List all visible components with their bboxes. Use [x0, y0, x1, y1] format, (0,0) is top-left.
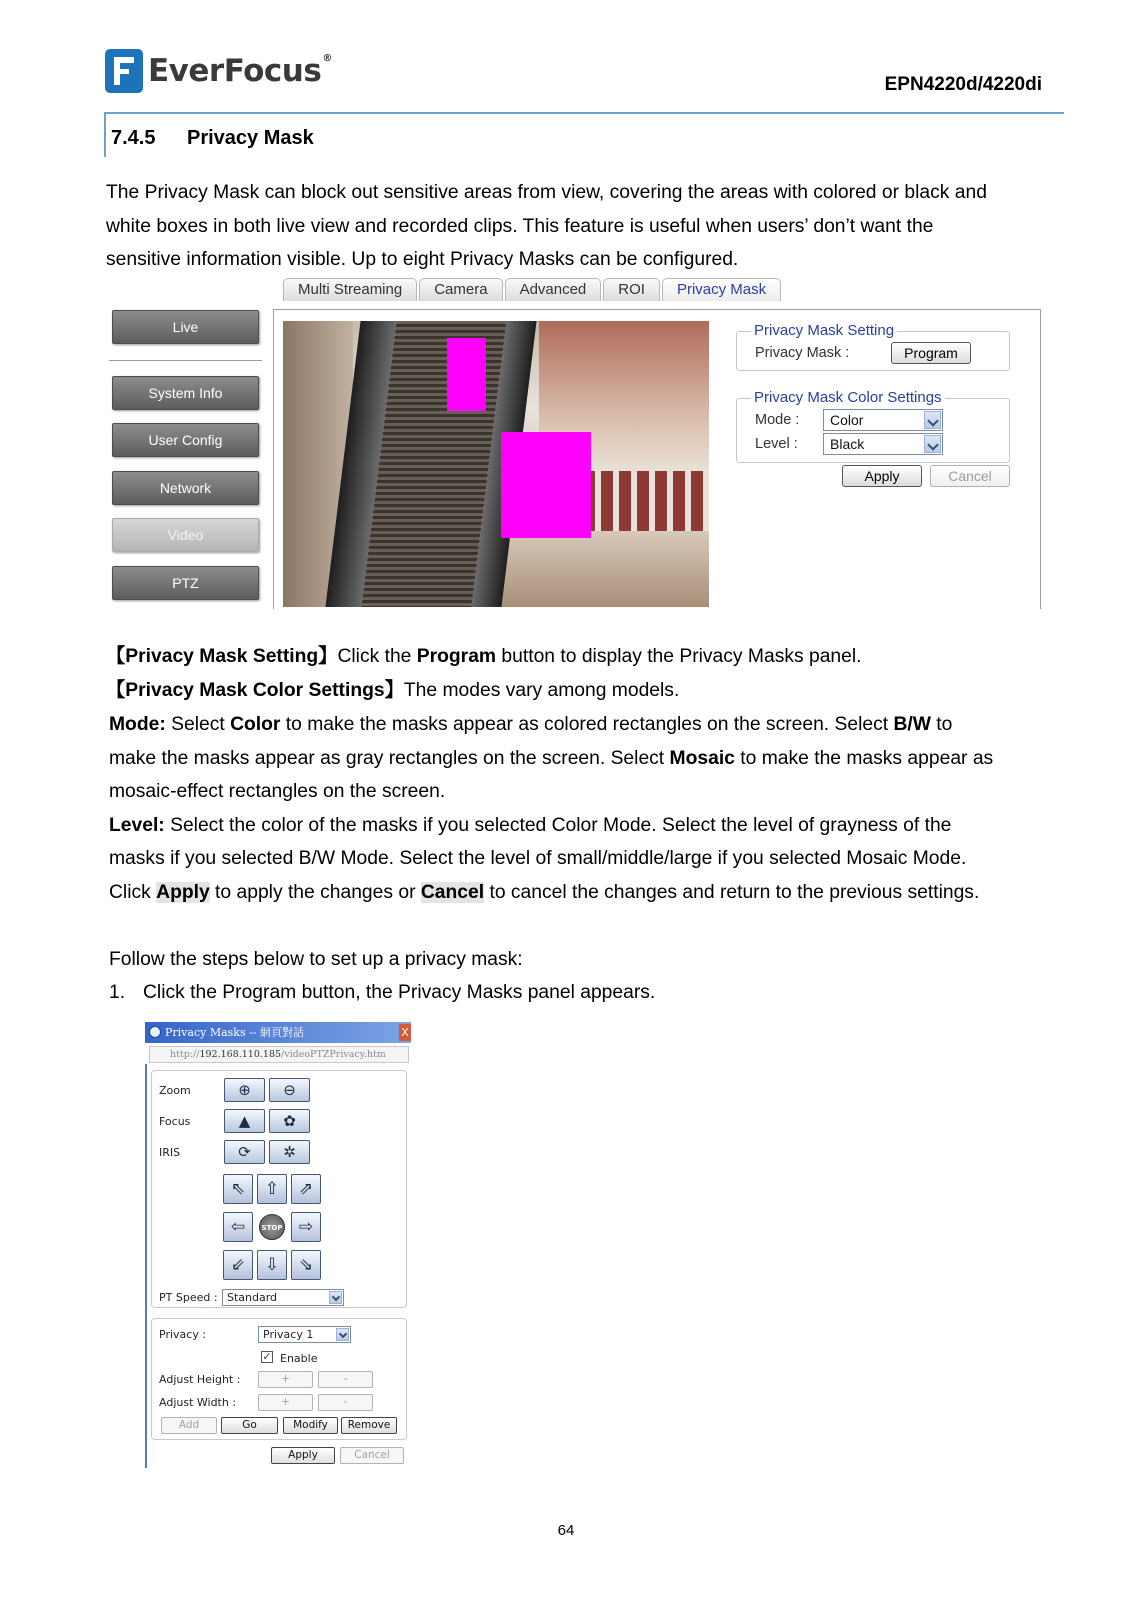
focus-far-icon[interactable]: ▲	[224, 1109, 265, 1133]
adjust-height-label: Adjust Height :	[159, 1373, 241, 1386]
sidebar-item-live[interactable]: Live	[112, 310, 259, 344]
close-icon[interactable]: X	[399, 1024, 411, 1041]
dialog-url: http://192.168.110.185/videoPTZPrivacy.htm	[149, 1046, 409, 1063]
privacy-mask-screenshot	[109, 278, 1041, 618]
iris-close-icon[interactable]: ✲	[269, 1140, 310, 1164]
stop-button[interactable]: STOP	[259, 1214, 285, 1240]
intro-line: white boxes in both live view and recorded clips. This feature is useful when users’ don’t want the	[106, 215, 934, 237]
privacy-mask-rect[interactable]	[447, 338, 486, 411]
sidebar-item-ptz[interactable]: PTZ	[112, 566, 259, 600]
pan-up-left-icon[interactable]: ⇖	[223, 1174, 253, 1204]
logo-text: EverFocus®	[148, 53, 332, 89]
apply-button[interactable]: Apply	[842, 465, 922, 487]
pan-down-left-icon[interactable]: ⇙	[223, 1250, 253, 1280]
sidebar-divider	[109, 360, 262, 361]
tab-multi-streaming[interactable]: Multi Streaming	[283, 278, 417, 301]
pan-left-icon[interactable]: ⇦	[223, 1212, 253, 1242]
width-plus-button[interactable]: +	[258, 1394, 313, 1411]
camera-preview[interactable]	[283, 321, 709, 607]
chevron-down-icon	[924, 411, 941, 429]
focus-near-icon[interactable]: ✿	[269, 1109, 310, 1133]
privacy-label: Privacy :	[159, 1328, 207, 1341]
section-heading	[111, 127, 314, 150]
chevron-down-icon	[924, 435, 941, 453]
desc-line: 【Privacy Mask Color Settings】The modes vary among models.	[106, 680, 680, 701]
desc-line: Mode: Select Color to make the masks appear as colored rectangles on the screen. Select B/W to	[109, 714, 953, 735]
section-bar	[104, 113, 106, 157]
pan-down-icon[interactable]: ⇩	[257, 1250, 287, 1280]
pan-up-icon[interactable]: ⇧	[257, 1174, 287, 1204]
height-plus-button[interactable]: +	[258, 1371, 313, 1388]
desc-line: 【Privacy Mask Setting】Click the Program button to display the Privacy Masks panel.	[106, 646, 862, 667]
desc-line: Click Apply to apply the changes or Cancel to cancel the changes and return to the previous settings.	[109, 882, 980, 903]
program-button[interactable]: Program	[891, 342, 971, 364]
everfocus-logo	[105, 48, 332, 94]
sidebar-item-system-info[interactable]: System Info	[112, 376, 259, 410]
adjust-width-label: Adjust Width :	[159, 1396, 237, 1409]
sidebar-item-network[interactable]: Network	[112, 471, 259, 505]
privacy-mask-setting-legend: Privacy Mask Setting	[751, 322, 897, 340]
dialog-cancel-button[interactable]: Cancel	[340, 1447, 404, 1464]
intro-paragraph	[106, 176, 1051, 277]
section-number: 7.4.5	[111, 127, 156, 149]
intro-line: The Privacy Mask can block out sensitive areas from view, covering the areas with colored or black and	[106, 182, 987, 203]
height-minus-button[interactable]: -	[318, 1371, 373, 1388]
dialog-title: Privacy Masks -- 網頁對話	[165, 1026, 305, 1039]
intro-line: sensitive information visible. Up to eight Privacy Masks can be configured.	[106, 249, 739, 270]
chevron-down-icon	[336, 1328, 349, 1341]
mode-select[interactable]: Color	[823, 409, 943, 431]
desc-line: make the masks appear as gray rectangles on the screen. Select Mosaic to make the masks appear as	[109, 748, 994, 769]
privacy-masks-dialog	[145, 1022, 411, 1468]
sidebar-item-video[interactable]: Video	[112, 518, 259, 552]
mode-label: Mode :	[755, 412, 800, 428]
desc-line: masks if you selected B/W Mode. Select the level of small/middle/large if you selected Mosaic Mode.	[109, 848, 967, 869]
pan-up-right-icon[interactable]: ⇗	[291, 1174, 321, 1204]
everfocus-logo-icon	[105, 49, 143, 93]
dialog-apply-button[interactable]: Apply	[271, 1447, 335, 1464]
enable-checkbox[interactable]: ✓	[262, 1350, 272, 1363]
focus-label: Focus	[159, 1115, 191, 1128]
cancel-button[interactable]: Cancel	[930, 465, 1010, 487]
header-divider	[104, 112, 1064, 114]
dialog-body	[145, 1064, 411, 1468]
sidebar-item-user-config[interactable]: User Config	[112, 423, 259, 457]
page-number: 64	[557, 1522, 575, 1539]
enable-label: Enable	[280, 1352, 318, 1365]
pan-down-right-icon[interactable]: ⇘	[291, 1250, 321, 1280]
add-button[interactable]: Add	[161, 1417, 217, 1434]
section-title: Privacy Mask	[187, 127, 314, 149]
remove-button[interactable]: Remove	[341, 1417, 397, 1434]
ie-icon	[149, 1026, 161, 1038]
desc-line: mosaic-effect rectangles on the screen.	[109, 781, 446, 802]
tab-camera[interactable]: Camera	[419, 278, 502, 301]
level-select[interactable]: Black	[823, 433, 943, 455]
zoom-in-icon[interactable]: ⊕	[224, 1078, 265, 1102]
level-label: Level :	[755, 436, 798, 452]
zoom-out-icon[interactable]: ⊖	[269, 1078, 310, 1102]
step-1: 1. Click the Program button, the Privacy Masks panel appears.	[109, 982, 656, 1003]
tab-advanced[interactable]: Advanced	[505, 278, 602, 301]
settings-tabs	[283, 278, 781, 301]
privacy-select[interactable]: Privacy 1	[258, 1326, 351, 1343]
go-button[interactable]: Go	[221, 1417, 278, 1434]
tab-privacy-mask[interactable]: Privacy Mask	[662, 278, 781, 301]
tab-roi[interactable]: ROI	[603, 278, 660, 301]
pan-right-icon[interactable]: ⇨	[291, 1212, 321, 1242]
privacy-mask-color-legend: Privacy Mask Color Settings	[751, 389, 945, 407]
width-minus-button[interactable]: -	[318, 1394, 373, 1411]
dialog-titlebar	[145, 1022, 411, 1043]
iris-label: IRIS	[159, 1146, 181, 1159]
zoom-label: Zoom	[159, 1084, 191, 1097]
desc-line: Level: Select the color of the masks if you selected Color Mode. Select the level of grayness of the	[109, 815, 952, 836]
steps-intro: Follow the steps below to set up a privacy mask:	[109, 949, 523, 970]
model-number: EPN4220d/4220di	[884, 74, 1042, 95]
privacy-mask-label: Privacy Mask :	[755, 345, 850, 361]
iris-open-icon[interactable]: ⟳	[224, 1140, 265, 1164]
chevron-down-icon	[329, 1291, 342, 1304]
privacy-mask-rect[interactable]	[501, 432, 591, 538]
pt-speed-select[interactable]: Standard	[222, 1289, 344, 1306]
modify-button[interactable]: Modify	[283, 1417, 338, 1434]
pt-speed-label: PT Speed :	[159, 1291, 218, 1304]
